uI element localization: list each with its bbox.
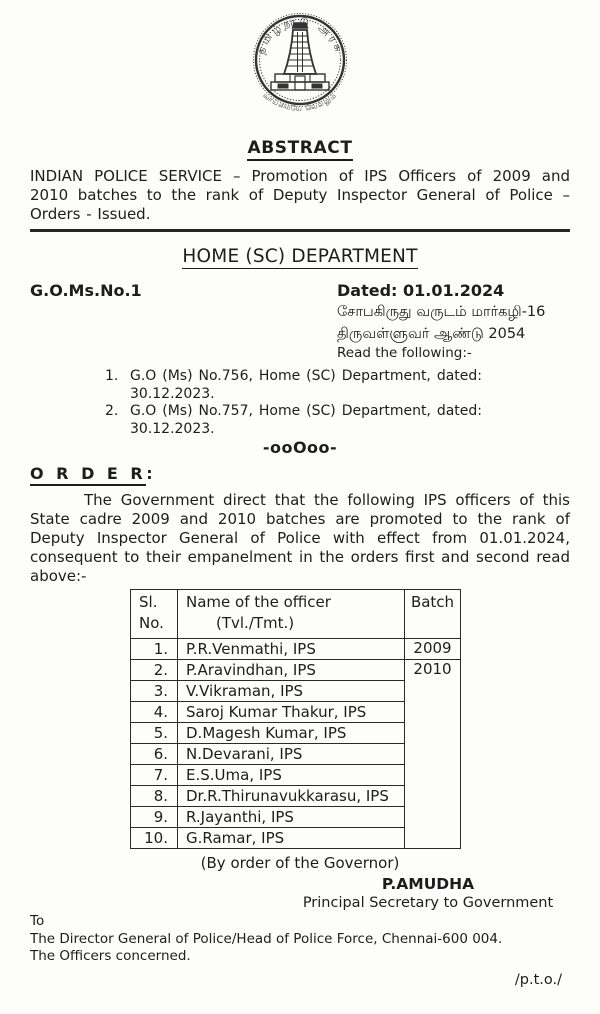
order-heading [30, 464, 570, 484]
cell-sl-no: 9. [131, 807, 178, 828]
order-line: State cadre 2009 and 2010 batches are promoted to the rank of [30, 510, 570, 528]
emblem-container [0, 8, 600, 124]
department-heading-text: HOME (SC) DEPARTMENT [182, 246, 418, 267]
order-paragraph [30, 491, 570, 586]
header-name-line1: Name of the officer [186, 593, 331, 611]
dated-label: Dated: 01.01.2024 [337, 281, 505, 300]
references-list [105, 368, 570, 438]
reference-number: 2. [105, 403, 119, 419]
by-order-line: (By order of the Governor) [200, 854, 400, 872]
order-line: The Government direct that the following IPS officers of this [84, 491, 570, 509]
reference-item [105, 368, 570, 403]
abstract-paragraph [30, 167, 570, 224]
ooOoo-separator: -ooOoo- [262, 438, 338, 457]
abstract-line: 2010 batches to the rank of Deputy Inspector General of Police – [30, 186, 570, 204]
cell-officer-name: P.R.Venmathi, IPS [178, 639, 405, 660]
cell-sl-no: 6. [131, 744, 178, 765]
read-following-label: Read the following:- [337, 345, 472, 361]
go-date-block [30, 281, 570, 363]
cell-officer-name: R.Jayanthi, IPS [178, 807, 405, 828]
reference-number: 1. [105, 368, 119, 384]
cell-officer-name: Dr.R.Thirunavukkarasu, IPS [178, 786, 405, 807]
order-heading-text: O R D E R [30, 464, 146, 486]
reference-text-line: G.O (Ms) No.757, Home (SC) Department, dated: [130, 403, 482, 419]
signature-block [297, 875, 559, 912]
to-label: To [30, 913, 45, 929]
cell-batch-2009: 2009 [405, 639, 461, 660]
table-header-row [131, 590, 461, 639]
signatory-title: Principal Secretary to Government [302, 895, 554, 911]
reference-text [130, 403, 482, 438]
header-name-line2: (Tvl./Tmt.) [216, 614, 295, 632]
header-sl-line1: Sl. [139, 593, 158, 611]
abstract-heading-text: ABSTRACT [247, 138, 352, 161]
emblem-motto-text: வாய்மையே வெல்லும் [261, 91, 339, 113]
cell-officer-name: N.Devarani, IPS [178, 744, 405, 765]
horizontal-rule [30, 229, 570, 232]
cell-sl-no: 2. [131, 660, 178, 681]
cell-sl-no: 8. [131, 786, 178, 807]
signatory-name: P.AMUDHA [381, 875, 475, 893]
cell-sl-no: 7. [131, 765, 178, 786]
officers-table [130, 589, 461, 849]
cell-officer-name: P.Aravindhan, IPS [178, 660, 405, 681]
reference-text-line: 30.12.2023. [130, 420, 215, 437]
reference-item [105, 403, 570, 438]
abstract-line: Orders - Issued. [30, 205, 151, 223]
column-header-batch: Batch [405, 590, 461, 639]
department-heading [0, 245, 600, 269]
header-sl-line2: No. [139, 614, 164, 632]
cell-batch-2010: 2010 [405, 660, 461, 849]
cell-officer-name: D.Magesh Kumar, IPS [178, 723, 405, 744]
table-row [131, 660, 461, 681]
cell-sl-no: 3. [131, 681, 178, 702]
cell-sl-no: 5. [131, 723, 178, 744]
go-number: G.O.Ms.No.1 [30, 281, 142, 300]
cell-officer-name: G.Ramar, IPS [178, 828, 405, 849]
cell-officer-name: E.S.Uma, IPS [178, 765, 405, 786]
tamil-date-line-1: சோபகிருது வருடம் மார்கழி-16 [337, 304, 546, 320]
abstract-line: INDIAN POLICE SERVICE – Promotion of IPS Officers of 2009 and [30, 167, 570, 185]
tamil-nadu-state-emblem-icon [244, 8, 356, 122]
column-header-sl-no [131, 590, 178, 639]
tamil-date-line-2: திருவள்ளுவர் ஆண்டு 2054 [337, 326, 526, 342]
pto-label: /p.t.o./ [514, 971, 562, 988]
order-line: consequent to their empanelment in the orders first and second read [30, 548, 570, 566]
date-column [337, 281, 570, 362]
emblem-arc-text: தமிழ்நாடு அரசு [254, 15, 346, 56]
addressees-block [30, 913, 570, 966]
cell-sl-no: 4. [131, 702, 178, 723]
cell-sl-no: 10. [131, 828, 178, 849]
cell-officer-name: V.Vikraman, IPS [178, 681, 405, 702]
cell-sl-no: 1. [131, 639, 178, 660]
reference-text [130, 368, 482, 403]
table-row [131, 639, 461, 660]
reference-text-line: G.O (Ms) No.756, Home (SC) Department, dated: [130, 368, 482, 384]
abstract-heading [0, 138, 600, 158]
cell-officer-name: Saroj Kumar Thakur, IPS [178, 702, 405, 723]
addressee-line: The Officers concerned. [30, 948, 191, 964]
reference-text-line: 30.12.2023. [130, 385, 215, 402]
order-heading-colon: : [146, 464, 153, 483]
addressee-line: The Director General of Police/Head of Police Force, Chennai-600 004. [30, 930, 503, 947]
column-header-officer-name [178, 590, 405, 639]
order-line: above:- [30, 567, 87, 585]
order-line: Deputy Inspector General of Police with effect from 01.01.2024, [30, 529, 570, 547]
